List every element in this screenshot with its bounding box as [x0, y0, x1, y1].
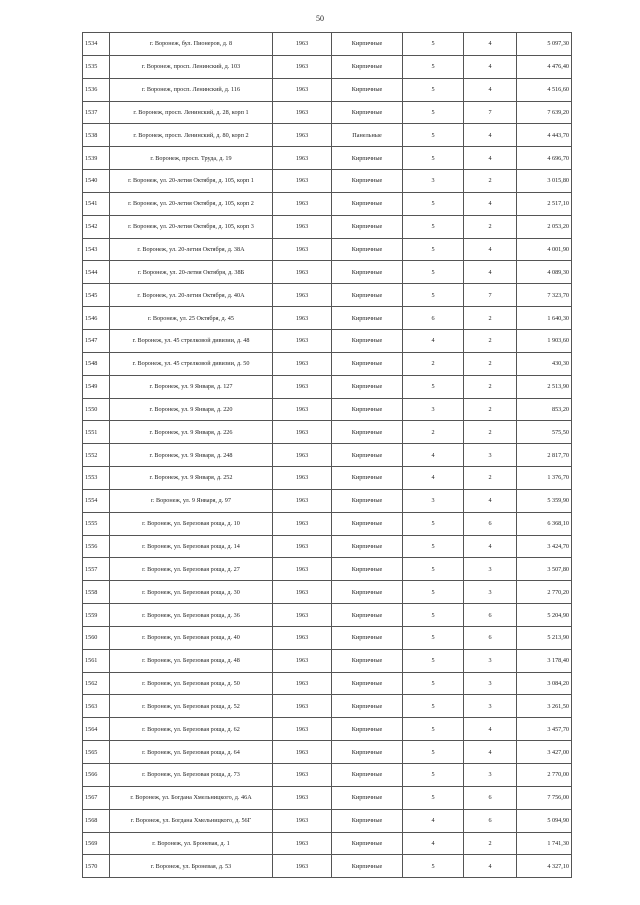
year-cell: 1963 [273, 512, 332, 535]
row-number-cell: 1547 [83, 329, 110, 352]
year-cell: 1963 [273, 238, 332, 261]
wall-material-cell: Кирпичные [332, 329, 403, 352]
row-number-cell: 1544 [83, 261, 110, 284]
address-cell: г. Воронеж, просп. Ленинский, д. 103 [110, 55, 273, 78]
floors-cell: 5 [403, 786, 464, 809]
row-number-cell: 1538 [83, 124, 110, 147]
address-cell: г. Воронеж, просп. Ленинский, д. 80, корп 2 [110, 124, 273, 147]
row-number-cell: 1556 [83, 535, 110, 558]
address-cell: г. Воронеж, ул. 9 Января, д. 226 [110, 421, 273, 444]
year-cell: 1963 [273, 329, 332, 352]
floors-cell: 5 [403, 741, 464, 764]
area-cell: 3 261,50 [517, 695, 572, 718]
wall-material-cell: Кирпичные [332, 512, 403, 535]
year-cell: 1963 [273, 855, 332, 878]
entrances-cell: 6 [464, 626, 517, 649]
entrances-cell: 4 [464, 855, 517, 878]
address-cell: г. Воронеж, ул. Березовая роща, д. 73 [110, 764, 273, 787]
row-number-cell: 1560 [83, 626, 110, 649]
year-cell: 1963 [273, 124, 332, 147]
entrances-cell: 2 [464, 170, 517, 193]
row-number-cell: 1566 [83, 764, 110, 787]
wall-material-cell: Кирпичные [332, 467, 403, 490]
floors-cell: 5 [403, 672, 464, 695]
row-number-cell: 1558 [83, 581, 110, 604]
area-cell: 3 015,80 [517, 170, 572, 193]
wall-material-cell: Кирпичные [332, 55, 403, 78]
floors-cell: 5 [403, 535, 464, 558]
table-row [83, 261, 572, 284]
table-row [83, 444, 572, 467]
address-cell: г. Воронеж, ул. Березовая роща, д. 27 [110, 558, 273, 581]
area-cell: 7 756,00 [517, 786, 572, 809]
table-body [83, 33, 572, 878]
entrances-cell: 3 [464, 764, 517, 787]
row-number-cell: 1562 [83, 672, 110, 695]
floors-cell: 3 [403, 170, 464, 193]
row-number-cell: 1535 [83, 55, 110, 78]
row-number-cell: 1553 [83, 467, 110, 490]
year-cell: 1963 [273, 764, 332, 787]
area-cell: 1 640,30 [517, 307, 572, 330]
year-cell: 1963 [273, 604, 332, 627]
row-number-cell: 1557 [83, 558, 110, 581]
wall-material-cell: Кирпичные [332, 261, 403, 284]
floors-cell: 5 [403, 124, 464, 147]
wall-material-cell: Кирпичные [332, 786, 403, 809]
area-cell: 1 741,30 [517, 832, 572, 855]
wall-material-cell: Кирпичные [332, 307, 403, 330]
floors-cell: 5 [403, 78, 464, 101]
row-number-cell: 1554 [83, 489, 110, 512]
floors-cell: 4 [403, 329, 464, 352]
wall-material-cell: Кирпичные [332, 489, 403, 512]
wall-material-cell: Кирпичные [332, 718, 403, 741]
table-row [83, 718, 572, 741]
address-cell: г. Воронеж, ул. Богдана Хмельницкого, д. 56Г [110, 809, 273, 832]
row-number-cell: 1551 [83, 421, 110, 444]
table-row [83, 170, 572, 193]
address-cell: г. Воронеж, ул. Броневая, д. 53 [110, 855, 273, 878]
area-cell: 3 457,70 [517, 718, 572, 741]
floors-cell: 5 [403, 192, 464, 215]
wall-material-cell: Кирпичные [332, 170, 403, 193]
wall-material-cell: Кирпичные [332, 375, 403, 398]
row-number-cell: 1540 [83, 170, 110, 193]
address-cell: г. Воронеж, ул. 45 стрелковой дивизии, д. 48 [110, 329, 273, 352]
area-cell: 1 903,60 [517, 329, 572, 352]
entrances-cell: 3 [464, 672, 517, 695]
entrances-cell: 4 [464, 489, 517, 512]
area-cell: 4 476,40 [517, 55, 572, 78]
address-cell: г. Воронеж, ул. Березовая роща, д. 50 [110, 672, 273, 695]
floors-cell: 5 [403, 238, 464, 261]
year-cell: 1963 [273, 215, 332, 238]
table-row [83, 307, 572, 330]
table-row [83, 558, 572, 581]
table-row [83, 786, 572, 809]
entrances-cell: 6 [464, 786, 517, 809]
year-cell: 1963 [273, 101, 332, 124]
year-cell: 1963 [273, 307, 332, 330]
area-cell: 4 516,60 [517, 78, 572, 101]
area-cell: 2 770,00 [517, 764, 572, 787]
table-row [83, 284, 572, 307]
area-cell: 2 513,90 [517, 375, 572, 398]
floors-cell: 5 [403, 512, 464, 535]
area-cell: 575,50 [517, 421, 572, 444]
entrances-cell: 4 [464, 741, 517, 764]
entrances-cell: 2 [464, 307, 517, 330]
year-cell: 1963 [273, 375, 332, 398]
table-row [83, 489, 572, 512]
row-number-cell: 1534 [83, 33, 110, 56]
area-cell: 3 427,00 [517, 741, 572, 764]
floors-cell: 4 [403, 467, 464, 490]
row-number-cell: 1546 [83, 307, 110, 330]
wall-material-cell: Кирпичные [332, 581, 403, 604]
area-cell: 1 376,70 [517, 467, 572, 490]
entrances-cell: 6 [464, 512, 517, 535]
wall-material-cell: Панельные [332, 124, 403, 147]
area-cell: 3 178,40 [517, 649, 572, 672]
table-row [83, 375, 572, 398]
wall-material-cell: Кирпичные [332, 352, 403, 375]
year-cell: 1963 [273, 467, 332, 490]
entrances-cell: 6 [464, 809, 517, 832]
year-cell: 1963 [273, 192, 332, 215]
entrances-cell: 2 [464, 215, 517, 238]
table-row [83, 855, 572, 878]
wall-material-cell: Кирпичные [332, 284, 403, 307]
year-cell: 1963 [273, 809, 332, 832]
table-row [83, 741, 572, 764]
page-number: 50 [316, 14, 324, 23]
table-row [83, 535, 572, 558]
area-cell: 5 094,90 [517, 809, 572, 832]
address-cell: г. Воронеж, ул. Березовая роща, д. 10 [110, 512, 273, 535]
floors-cell: 5 [403, 55, 464, 78]
floors-cell: 3 [403, 398, 464, 421]
year-cell: 1963 [273, 352, 332, 375]
entrances-cell: 4 [464, 261, 517, 284]
year-cell: 1963 [273, 649, 332, 672]
wall-material-cell: Кирпичные [332, 101, 403, 124]
wall-material-cell: Кирпичные [332, 238, 403, 261]
year-cell: 1963 [273, 78, 332, 101]
floors-cell: 5 [403, 101, 464, 124]
wall-material-cell: Кирпичные [332, 672, 403, 695]
wall-material-cell: Кирпичные [332, 809, 403, 832]
address-cell: г. Воронеж, бул. Пионеров, д. 8 [110, 33, 273, 56]
floors-cell: 5 [403, 33, 464, 56]
entrances-cell: 4 [464, 78, 517, 101]
address-cell: г. Воронеж, ул. Березовая роща, д. 36 [110, 604, 273, 627]
row-number-cell: 1537 [83, 101, 110, 124]
year-cell: 1963 [273, 421, 332, 444]
table-row [83, 809, 572, 832]
address-cell: г. Воронеж, ул. 20-летия Октября, д. 105, корп 1 [110, 170, 273, 193]
entrances-cell: 7 [464, 101, 517, 124]
area-cell: 7 323,70 [517, 284, 572, 307]
floors-cell: 5 [403, 558, 464, 581]
wall-material-cell: Кирпичные [332, 558, 403, 581]
floors-cell: 5 [403, 626, 464, 649]
area-cell: 5 204,90 [517, 604, 572, 627]
floors-cell: 5 [403, 718, 464, 741]
row-number-cell: 1567 [83, 786, 110, 809]
area-cell: 4 327,10 [517, 855, 572, 878]
area-cell: 4 089,30 [517, 261, 572, 284]
year-cell: 1963 [273, 33, 332, 56]
wall-material-cell: Кирпичные [332, 855, 403, 878]
table-row [83, 124, 572, 147]
entrances-cell: 3 [464, 558, 517, 581]
entrances-cell: 7 [464, 284, 517, 307]
entrances-cell: 4 [464, 238, 517, 261]
year-cell: 1963 [273, 147, 332, 170]
area-cell: 5 359,90 [517, 489, 572, 512]
row-number-cell: 1555 [83, 512, 110, 535]
year-cell: 1963 [273, 284, 332, 307]
table-row [83, 626, 572, 649]
floors-cell: 5 [403, 764, 464, 787]
entrances-cell: 2 [464, 421, 517, 444]
area-cell: 3 424,70 [517, 535, 572, 558]
address-cell: г. Воронеж, ул. Броневая, д. 1 [110, 832, 273, 855]
table-row [83, 421, 572, 444]
floors-cell: 4 [403, 809, 464, 832]
wall-material-cell: Кирпичные [332, 398, 403, 421]
row-number-cell: 1570 [83, 855, 110, 878]
entrances-cell: 4 [464, 192, 517, 215]
area-cell: 3 084,20 [517, 672, 572, 695]
row-number-cell: 1536 [83, 78, 110, 101]
row-number-cell: 1550 [83, 398, 110, 421]
row-number-cell: 1569 [83, 832, 110, 855]
table-row [83, 581, 572, 604]
floors-cell: 3 [403, 489, 464, 512]
area-cell: 430,30 [517, 352, 572, 375]
table-row [83, 467, 572, 490]
address-cell: г. Воронеж, ул. 25 Октября, д. 45 [110, 307, 273, 330]
wall-material-cell: Кирпичные [332, 741, 403, 764]
address-cell: г. Воронеж, просп. Труда, д. 19 [110, 147, 273, 170]
area-cell: 3 507,80 [517, 558, 572, 581]
row-number-cell: 1561 [83, 649, 110, 672]
table-row [83, 512, 572, 535]
address-cell: г. Воронеж, ул. 20-летия Октября, д. 38А [110, 238, 273, 261]
row-number-cell: 1552 [83, 444, 110, 467]
floors-cell: 5 [403, 649, 464, 672]
address-cell: г. Воронеж, ул. 20-летия Октября, д. 105, корп 3 [110, 215, 273, 238]
entrances-cell: 2 [464, 329, 517, 352]
year-cell: 1963 [273, 489, 332, 512]
year-cell: 1963 [273, 558, 332, 581]
row-number-cell: 1564 [83, 718, 110, 741]
address-cell: г. Воронеж, ул. Березовая роща, д. 40 [110, 626, 273, 649]
row-number-cell: 1559 [83, 604, 110, 627]
table-row [83, 764, 572, 787]
entrances-cell: 3 [464, 444, 517, 467]
wall-material-cell: Кирпичные [332, 147, 403, 170]
wall-material-cell: Кирпичные [332, 421, 403, 444]
table-row [83, 832, 572, 855]
table-row [83, 33, 572, 56]
year-cell: 1963 [273, 626, 332, 649]
address-cell: г. Воронеж, ул. Березовая роща, д. 48 [110, 649, 273, 672]
floors-cell: 5 [403, 581, 464, 604]
entrances-cell: 4 [464, 718, 517, 741]
row-number-cell: 1568 [83, 809, 110, 832]
entrances-cell: 4 [464, 124, 517, 147]
year-cell: 1963 [273, 672, 332, 695]
table-row [83, 215, 572, 238]
table-row [83, 101, 572, 124]
floors-cell: 5 [403, 261, 464, 284]
address-cell: г. Воронеж, ул. 20-летия Октября, д. 105, корп 2 [110, 192, 273, 215]
address-cell: г. Воронеж, ул. Березовая роща, д. 30 [110, 581, 273, 604]
entrances-cell: 2 [464, 832, 517, 855]
area-cell: 2 053,20 [517, 215, 572, 238]
row-number-cell: 1565 [83, 741, 110, 764]
address-cell: г. Воронеж, ул. 9 Января, д. 97 [110, 489, 273, 512]
floors-cell: 5 [403, 604, 464, 627]
area-cell: 2 817,70 [517, 444, 572, 467]
year-cell: 1963 [273, 261, 332, 284]
row-number-cell: 1545 [83, 284, 110, 307]
wall-material-cell: Кирпичные [332, 33, 403, 56]
address-cell: г. Воронеж, ул. 45 стрелковой дивизии, д. 50 [110, 352, 273, 375]
wall-material-cell: Кирпичные [332, 444, 403, 467]
floors-cell: 5 [403, 855, 464, 878]
row-number-cell: 1548 [83, 352, 110, 375]
row-number-cell: 1542 [83, 215, 110, 238]
year-cell: 1963 [273, 581, 332, 604]
area-cell: 4 443,70 [517, 124, 572, 147]
address-cell: г. Воронеж, ул. Березовая роща, д. 62 [110, 718, 273, 741]
address-cell: г. Воронеж, ул. Богдана Хмельницкого, д. 46А [110, 786, 273, 809]
table-row [83, 55, 572, 78]
wall-material-cell: Кирпичные [332, 626, 403, 649]
wall-material-cell: Кирпичные [332, 764, 403, 787]
year-cell: 1963 [273, 741, 332, 764]
area-cell: 4 696,70 [517, 147, 572, 170]
entrances-cell: 6 [464, 604, 517, 627]
address-cell: г. Воронеж, просп. Ленинский, д. 28, корп 1 [110, 101, 273, 124]
floors-cell: 4 [403, 444, 464, 467]
table-row [83, 695, 572, 718]
address-cell: г. Воронеж, ул. 9 Января, д. 220 [110, 398, 273, 421]
floors-cell: 5 [403, 375, 464, 398]
wall-material-cell: Кирпичные [332, 604, 403, 627]
year-cell: 1963 [273, 718, 332, 741]
address-cell: г. Воронеж, ул. Березовая роща, д. 14 [110, 535, 273, 558]
area-cell: 2 770,20 [517, 581, 572, 604]
entrances-cell: 3 [464, 649, 517, 672]
area-cell: 5 213,90 [517, 626, 572, 649]
year-cell: 1963 [273, 444, 332, 467]
year-cell: 1963 [273, 535, 332, 558]
area-cell: 6 368,10 [517, 512, 572, 535]
wall-material-cell: Кирпичные [332, 832, 403, 855]
area-cell: 2 517,10 [517, 192, 572, 215]
table-row [83, 672, 572, 695]
area-cell: 7 639,20 [517, 101, 572, 124]
table-row [83, 192, 572, 215]
wall-material-cell: Кирпичные [332, 535, 403, 558]
year-cell: 1963 [273, 695, 332, 718]
wall-material-cell: Кирпичные [332, 78, 403, 101]
row-number-cell: 1543 [83, 238, 110, 261]
entrances-cell: 3 [464, 581, 517, 604]
entrances-cell: 2 [464, 352, 517, 375]
table-row [83, 398, 572, 421]
year-cell: 1963 [273, 786, 332, 809]
entrances-cell: 4 [464, 147, 517, 170]
row-number-cell: 1539 [83, 147, 110, 170]
floors-cell: 5 [403, 147, 464, 170]
year-cell: 1963 [273, 170, 332, 193]
floors-cell: 4 [403, 832, 464, 855]
table-row [83, 352, 572, 375]
address-cell: г. Воронеж, просп. Ленинский, д. 116 [110, 78, 273, 101]
entrances-cell: 4 [464, 55, 517, 78]
wall-material-cell: Кирпичные [332, 649, 403, 672]
wall-material-cell: Кирпичные [332, 192, 403, 215]
floors-cell: 5 [403, 215, 464, 238]
table-row [83, 649, 572, 672]
year-cell: 1963 [273, 832, 332, 855]
row-number-cell: 1563 [83, 695, 110, 718]
area-cell: 5 097,30 [517, 33, 572, 56]
wall-material-cell: Кирпичные [332, 215, 403, 238]
address-cell: г. Воронеж, ул. 20-летия Октября, д. 38Б [110, 261, 273, 284]
row-number-cell: 1549 [83, 375, 110, 398]
address-cell: г. Воронеж, ул. Березовая роща, д. 64 [110, 741, 273, 764]
address-cell: г. Воронеж, ул. 9 Января, д. 127 [110, 375, 273, 398]
table-row [83, 329, 572, 352]
area-cell: 4 001,90 [517, 238, 572, 261]
table-row [83, 147, 572, 170]
entrances-cell: 4 [464, 33, 517, 56]
entrances-cell: 4 [464, 535, 517, 558]
address-cell: г. Воронеж, ул. Березовая роща, д. 52 [110, 695, 273, 718]
entrances-cell: 3 [464, 695, 517, 718]
address-cell: г. Воронеж, ул. 20-летия Октября, д. 40А [110, 284, 273, 307]
entrances-cell: 2 [464, 398, 517, 421]
wall-material-cell: Кирпичные [332, 695, 403, 718]
area-cell: 853,20 [517, 398, 572, 421]
address-cell: г. Воронеж, ул. 9 Января, д. 248 [110, 444, 273, 467]
entrances-cell: 2 [464, 375, 517, 398]
floors-cell: 6 [403, 307, 464, 330]
entrances-cell: 2 [464, 467, 517, 490]
housing-registry-table [82, 32, 572, 878]
floors-cell: 2 [403, 421, 464, 444]
floors-cell: 5 [403, 695, 464, 718]
table-row [83, 238, 572, 261]
year-cell: 1963 [273, 55, 332, 78]
floors-cell: 5 [403, 284, 464, 307]
table-row [83, 604, 572, 627]
year-cell: 1963 [273, 398, 332, 421]
address-cell: г. Воронеж, ул. 9 Января, д. 252 [110, 467, 273, 490]
table-row [83, 78, 572, 101]
row-number-cell: 1541 [83, 192, 110, 215]
floors-cell: 2 [403, 352, 464, 375]
